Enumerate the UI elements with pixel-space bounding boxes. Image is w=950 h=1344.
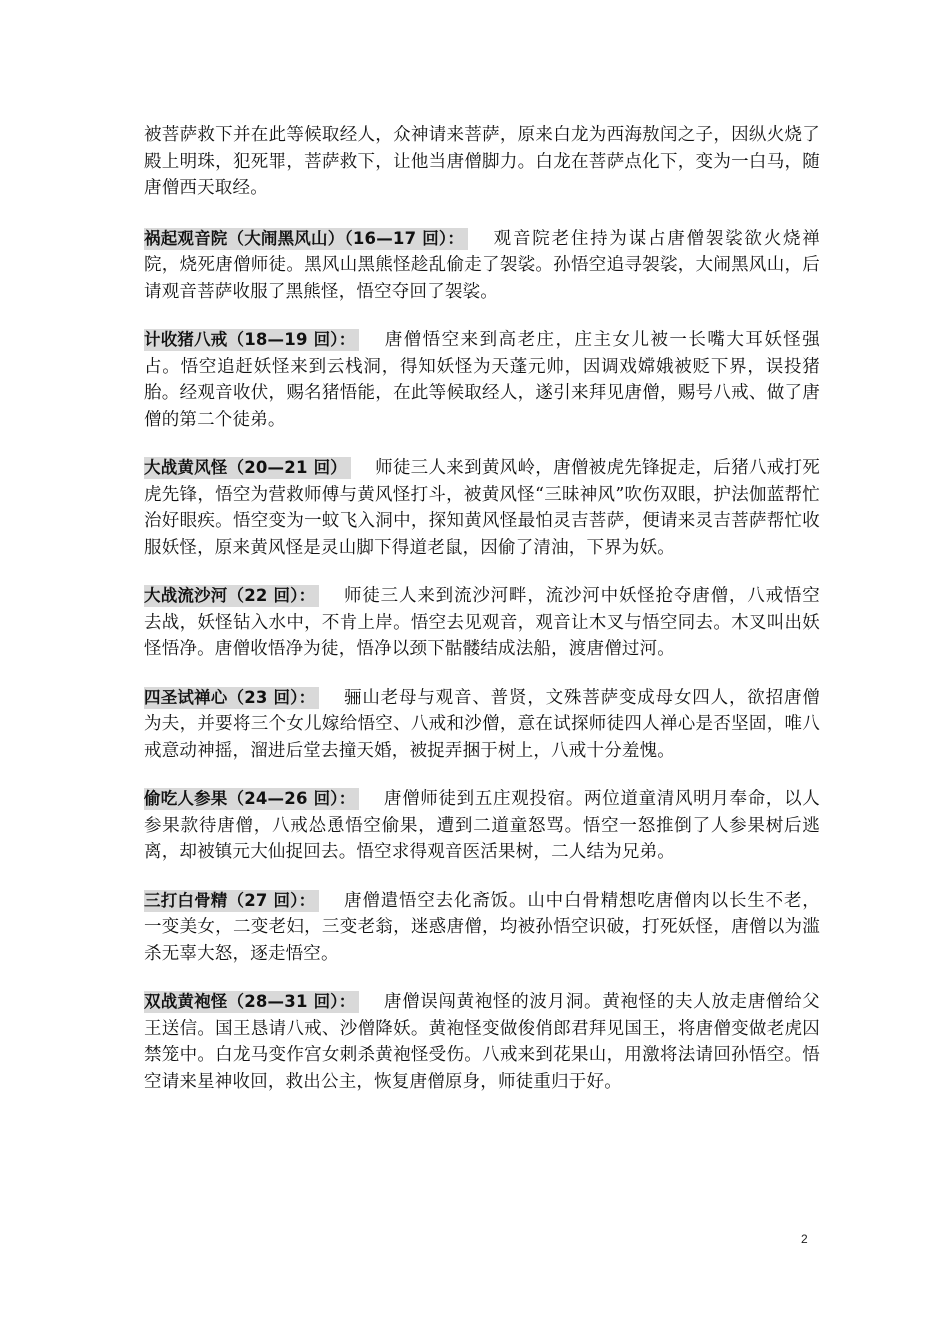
section-heading: 三打白骨精（27 回）： xyxy=(144,890,319,912)
section-paragraph xyxy=(144,583,820,663)
section-body: 师徒三人来到流沙河畔，流沙河中妖怪抢夺唐僧，八戒悟空去战，妖怪钻入水中，不肯上岸。悟空去见观音，观音让木叉与悟空同去。木叉叫出妖怪悟净。唐僧收悟净为徒，悟净以颈下骷髅结成法船，渡唐僧过河。 xyxy=(144,586,820,659)
section-heading: 大战流沙河（22 回）： xyxy=(144,585,319,607)
section-body: 唐僧师徒到五庄观投宿。两位道童清风明月奉命，以人参果款待唐僧，八戒怂恿悟空偷果，遭到二道童怒骂。悟空一怒推倒了人参果树后逃离，却被镇元大仙捉回去。悟空求得观音医活果树，二人结为兄弟。 xyxy=(144,789,820,862)
section-body: 骊山老母与观音、普贤，文殊菩萨变成母女四人，欲招唐僧为夫，并要将三个女儿嫁给悟空、八戒和沙僧，意在试探师徒四人禅心是否坚固，唯八戒意动神摇，溜进后堂去撞天婚，被捉弄捆于树上，八戒十分羞愧。 xyxy=(144,687,820,761)
page-content xyxy=(144,122,820,1117)
section-body: 观音院老住持为谋占唐僧袈裟欲火烧禅院，烧死唐僧师徒。黑风山黑熊怪趁乱偷走了袈裟。孙悟空追寻袈裟，大闹黑风山，后请观音菩萨收服了黑熊怪，悟空夺回了袈裟。 xyxy=(144,228,820,302)
section-paragraph xyxy=(144,327,820,433)
section-body: 唐僧悟空来到高老庄，庄主女儿被一长嘴大耳妖怪强占。悟空追赶妖怪来到云栈洞，得知妖怪为天蓬元帅，因调戏嫦娥被贬下界，误投猪胎。经观音收伏，赐名猪悟能，在此等候取经人，遂引来拜见唐僧，赐号八戒、做了唐僧的第二个徒弟。 xyxy=(144,330,820,430)
intro-paragraph: 被菩萨救下并在此等候取经人，众神请来菩萨，原来白龙为西海敖闰之子，因纵火烧了殿上明珠，犯死罪，菩萨救下，让他当唐僧脚力。白龙在菩萨点化下，变为一白马，随唐僧西天取经。 xyxy=(144,125,820,198)
section-paragraph xyxy=(144,226,820,306)
section-body: 师徒三人来到黄风岭，唐僧被虎先锋捉走，后猪八戒打死虎先锋，悟空为营救师傅与黄风怪打斗，被黄风怪“三昧神风”吹伤双眼，护法伽蓝帮忙治好眼疾。悟空变为一蚊飞入洞中，探知黄风怪最怕灵吉菩萨，便请来灵吉菩萨帮忙收服妖怪，原来黄风怪是灵山脚下得道老鼠，因偷了清油，下界为妖。 xyxy=(144,458,820,558)
section-heading: 四圣试禅心（23 回）： xyxy=(144,687,319,709)
section-heading: 祸起观音院（大闹黑风山）（16—17 回）： xyxy=(144,228,468,250)
section-heading: 计收猪八戒（18—19 回）： xyxy=(144,329,359,351)
section-paragraph xyxy=(144,685,820,765)
section-paragraph xyxy=(144,989,820,1095)
section-body: 唐僧误闯黄袍怪的波月洞。黄袍怪的夫人放走唐僧给父王送信。国王恳请八戒、沙僧降妖。黄袍怪变做俊俏郎君拜见国王，将唐僧变做老虎囚禁笼中。白龙马变作宫女刺杀黄袍怪受伤。八戒来到花果山，用激将法请回孙悟空。悟空请来星神收回，救出公主，恢复唐僧原身，师徒重归于好。 xyxy=(144,992,820,1092)
section-heading: 偷吃人参果（24—26 回）： xyxy=(144,788,359,810)
section-heading: 大战黄风怪（20—21 回） xyxy=(144,457,351,479)
section-heading: 双战黄袍怪（28—31 回）： xyxy=(144,991,359,1013)
section-paragraph xyxy=(144,786,820,866)
section-paragraph xyxy=(144,455,820,561)
page-number: 2 xyxy=(801,1232,808,1246)
section-body: 唐僧遣悟空去化斋饭。山中白骨精想吃唐僧肉以长生不老，一变美女，二变老妇，三变老翁，迷惑唐僧，均被孙悟空识破，打死妖怪，唐僧以为滥杀无辜大怒，逐走悟空。 xyxy=(144,890,820,964)
section-paragraph xyxy=(144,888,820,968)
